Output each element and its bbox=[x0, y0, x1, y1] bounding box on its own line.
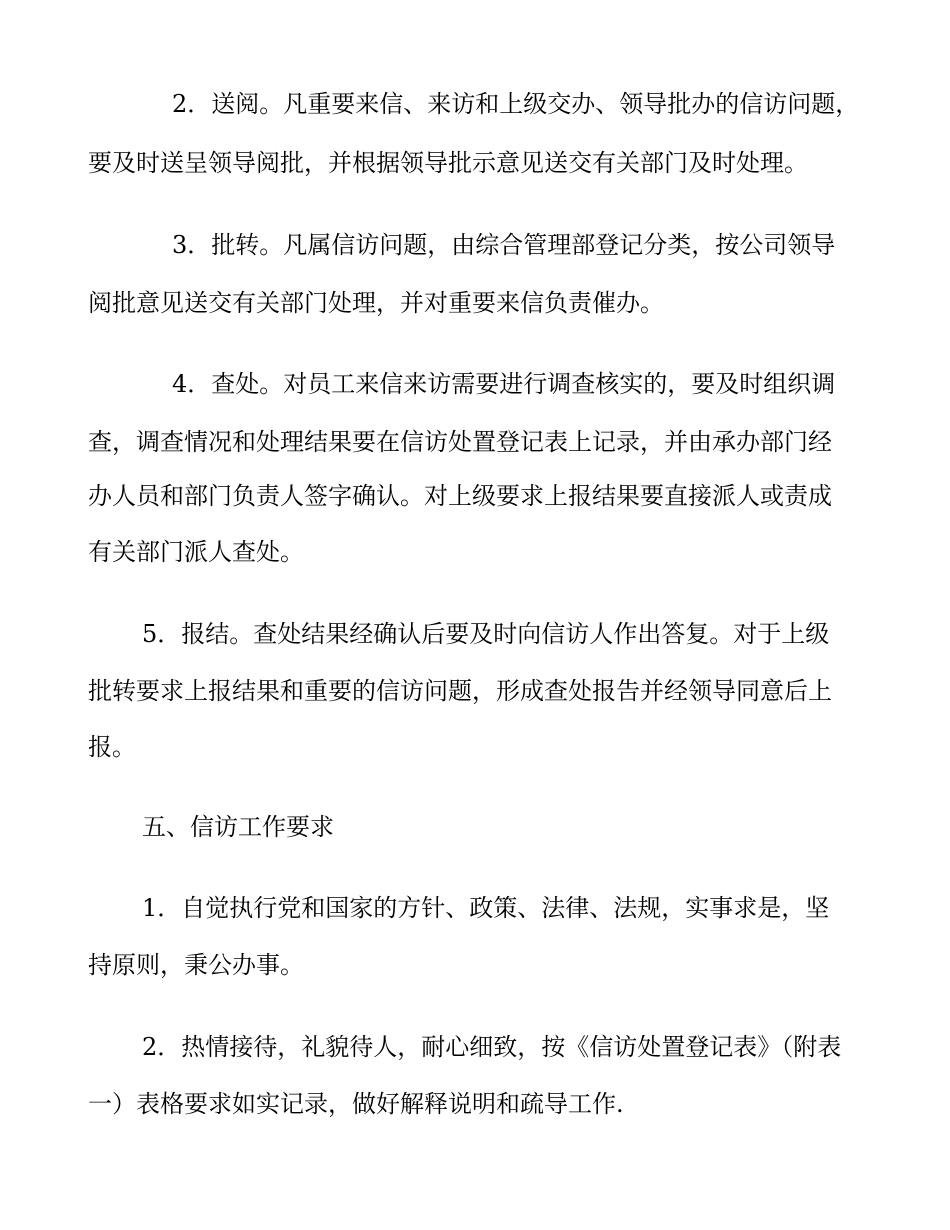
paragraph-line: 要及时送呈领导阅批，并根据领导批示意见送交有关部门及时处理。 bbox=[88, 149, 808, 177]
paragraph-line: 办人员和部门负责人签字确认。对上级要求上报结果要直接派人或责成 bbox=[88, 482, 832, 510]
paragraph-line: 3．批转。凡属信访问题，由综合管理部登记分类，按公司领导 bbox=[172, 231, 836, 259]
section-heading: 五、信访工作要求 bbox=[142, 813, 334, 841]
paragraph-line: 1．自觉执行党和国家的方针、政策、法律、法规，实事求是，坚 bbox=[142, 894, 830, 922]
paragraph-line: 报。 bbox=[88, 733, 136, 761]
paragraph-line: 持原则，秉公办事。 bbox=[88, 951, 304, 979]
paragraph-line: 2．送阅。凡重要来信、来访和上级交办、领导批办的信访问题， bbox=[172, 90, 860, 118]
paragraph-line: 一）表格要求如实记录，做好解释说明和疏导工作. bbox=[88, 1090, 624, 1118]
paragraph-line: 查，调查情况和处理结果要在信访处置登记表上记录，并由承办部门经 bbox=[88, 428, 832, 456]
paragraph-line: 阅批意见送交有关部门处理，并对重要来信负责催办。 bbox=[88, 289, 664, 317]
paragraph-line: 5．报结。查处结果经确认后要及时向信访人作出答复。对于上级 bbox=[142, 620, 830, 648]
paragraph-line: 4．查处。对员工来信来访需要进行调查核实的，要及时组织调 bbox=[172, 370, 836, 398]
paragraph-line: 有关部门派人查处。 bbox=[88, 538, 304, 566]
paragraph-line: 批转要求上报结果和重要的信访问题，形成查处报告并经领导同意后上 bbox=[88, 677, 832, 705]
paragraph-line: 2．热情接待，礼貌待人，耐心细致，按《信访处置登记表》（附表 bbox=[142, 1033, 842, 1061]
